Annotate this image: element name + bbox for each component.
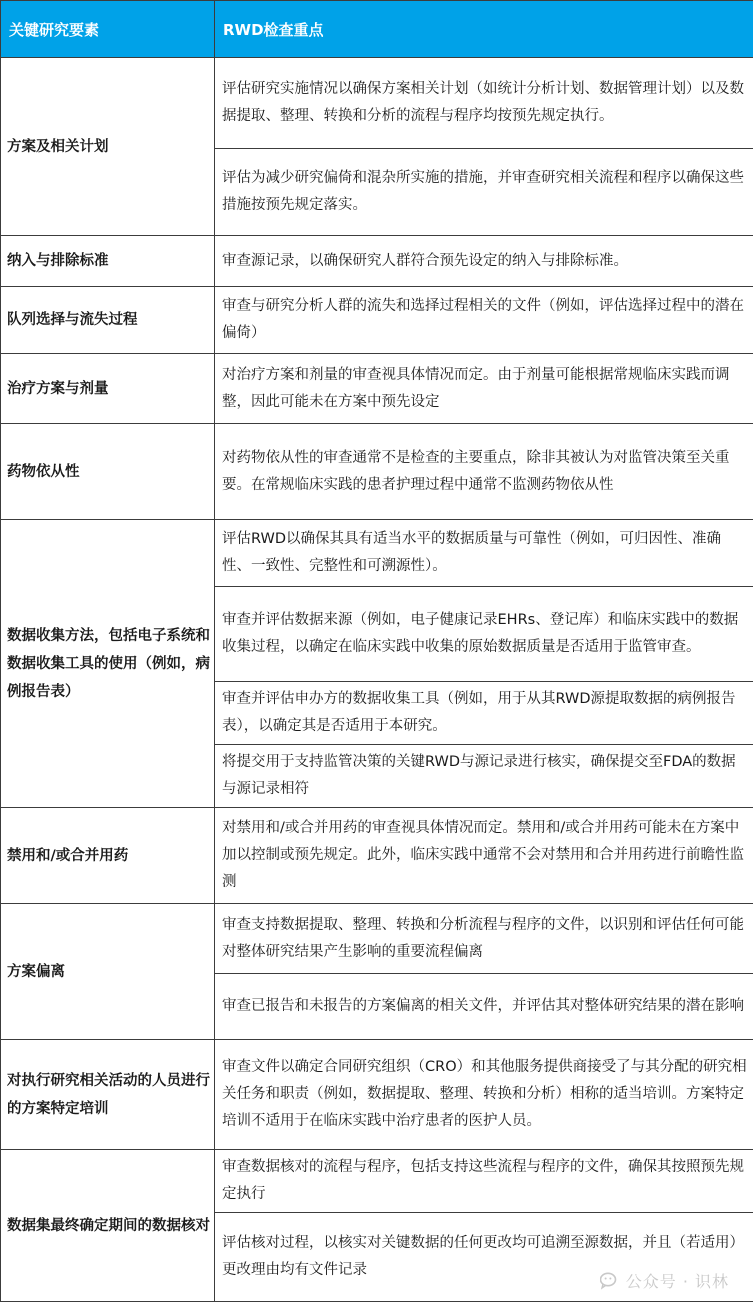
watermark-text: 公众号 · 识林 — [625, 1272, 729, 1291]
rwd-focus-cell: 评估核对过程，以核实对关键数据的任何更改均可追溯至源数据，并且（若适用）更改理由均有文件记录 — [215, 1213, 753, 1302]
key-element-cell: 数据收集方法，包括电子系统和数据收集工具的使用（例如，病例报告表） — [1, 520, 215, 808]
key-element-cell: 方案及相关计划 — [1, 58, 215, 236]
key-element-cell: 治疗方案与剂量 — [1, 354, 215, 424]
key-element-cell: 队列选择与流失过程 — [1, 287, 215, 354]
header-key-element: 关键研究要素 — [1, 1, 215, 58]
rwd-focus-cell: 审查源记录，以确保研究人群符合预先设定的纳入与排除标准。 — [215, 236, 753, 287]
header-rwd-focus: RWD检查重点 — [215, 1, 753, 58]
watermark — [600, 1269, 729, 1292]
key-element-cell: 数据集最终确定期间的数据核对 — [1, 1150, 215, 1302]
key-element-cell: 方案偏离 — [1, 904, 215, 1040]
table-row — [1, 1040, 753, 1150]
rwd-focus-cell: 审查与研究分析人群的流失和选择过程相关的文件（例如，评估选择过程中的潜在偏倚） — [215, 287, 753, 354]
table-row — [1, 354, 753, 424]
table-row — [1, 58, 753, 149]
rwd-focus-cell: 审查并评估申办方的数据收集工具（例如，用于从其RWD源提取数据的病例报告表），以确定其是否适用于本研究。 — [215, 682, 753, 745]
table-body — [1, 58, 753, 1302]
rwd-focus-cell: 审查并评估数据来源（例如，电子健康记录EHRs、登记库）和临床实践中的数据收集过程，以确定在临床实践中收集的原始数据质量是否适用于监管审查。 — [215, 587, 753, 682]
rwd-focus-cell: 评估研究实施情况以确保方案相关计划（如统计分析计划、数据管理计划）以及数据提取、整理、转换和分析的流程与程序均按预先规定执行。 — [215, 58, 753, 149]
key-element-cell: 禁用和/或合并用药 — [1, 808, 215, 904]
rwd-focus-cell: 评估为减少研究偏倚和混杂所实施的措施，并审查研究相关流程和程序以确保这些措施按预先规定落实。 — [215, 149, 753, 236]
table-row — [1, 1150, 753, 1213]
table-row — [1, 424, 753, 520]
rwd-focus-cell: 对治疗方案和剂量的审查视具体情况而定。由于剂量可能根据常规临床实践而调整，因此可能未在方案中预先设定 — [215, 354, 753, 424]
table-row — [1, 520, 753, 587]
table-row — [1, 236, 753, 287]
rwd-focus-cell: 评估RWD以确保其具有适当水平的数据质量与可靠性（例如，可归因性、准确性、一致性、完整性和可溯源性）。 — [215, 520, 753, 587]
key-element-cell: 对执行研究相关活动的人员进行的方案特定培训 — [1, 1040, 215, 1150]
key-element-cell: 药物依从性 — [1, 424, 215, 520]
table-row — [1, 808, 753, 904]
rwd-focus-cell: 审查支持数据提取、整理、转换和分析流程与程序的文件，以识别和评估任何可能对整体研究结果产生影响的重要流程偏离 — [215, 904, 753, 974]
table-row — [1, 904, 753, 974]
rwd-focus-cell: 对药物依从性的审查通常不是检查的主要重点，除非其被认为对监管决策至关重要。在常规临床实践的患者护理过程中通常不监测药物依从性 — [215, 424, 753, 520]
table-row — [1, 287, 753, 354]
wechat-icon — [600, 1272, 620, 1290]
rwd-focus-cell: 将提交用于支持监管决策的关键RWD与源记录进行核实，确保提交至FDA的数据与源记录相符 — [215, 745, 753, 808]
rwd-focus-cell: 审查文件以确定合同研究组织（CRO）和其他服务提供商接受了与其分配的研究相关任务和职责（例如，数据提取、整理、转换和分析）相称的适当培训。方案特定培训不适用于在临床实践中治疗患者的医护人员。 — [215, 1040, 753, 1150]
rwd-focus-cell: 对禁用和/或合并用药的审查视具体情况而定。禁用和/或合并用药可能未在方案中加以控制或预先规定。此外，临床实践中通常不会对禁用和合并用药进行前瞻性监测 — [215, 808, 753, 904]
rwd-focus-cell: 审查数据核对的流程与程序，包括支持这些流程与程序的文件，确保其按照预先规定执行 — [215, 1150, 753, 1213]
rwd-focus-cell: 审查已报告和未报告的方案偏离的相关文件，并评估其对整体研究结果的潜在影响 — [215, 974, 753, 1040]
table-header-row — [1, 1, 753, 58]
key-element-cell: 纳入与排除标准 — [1, 236, 215, 287]
